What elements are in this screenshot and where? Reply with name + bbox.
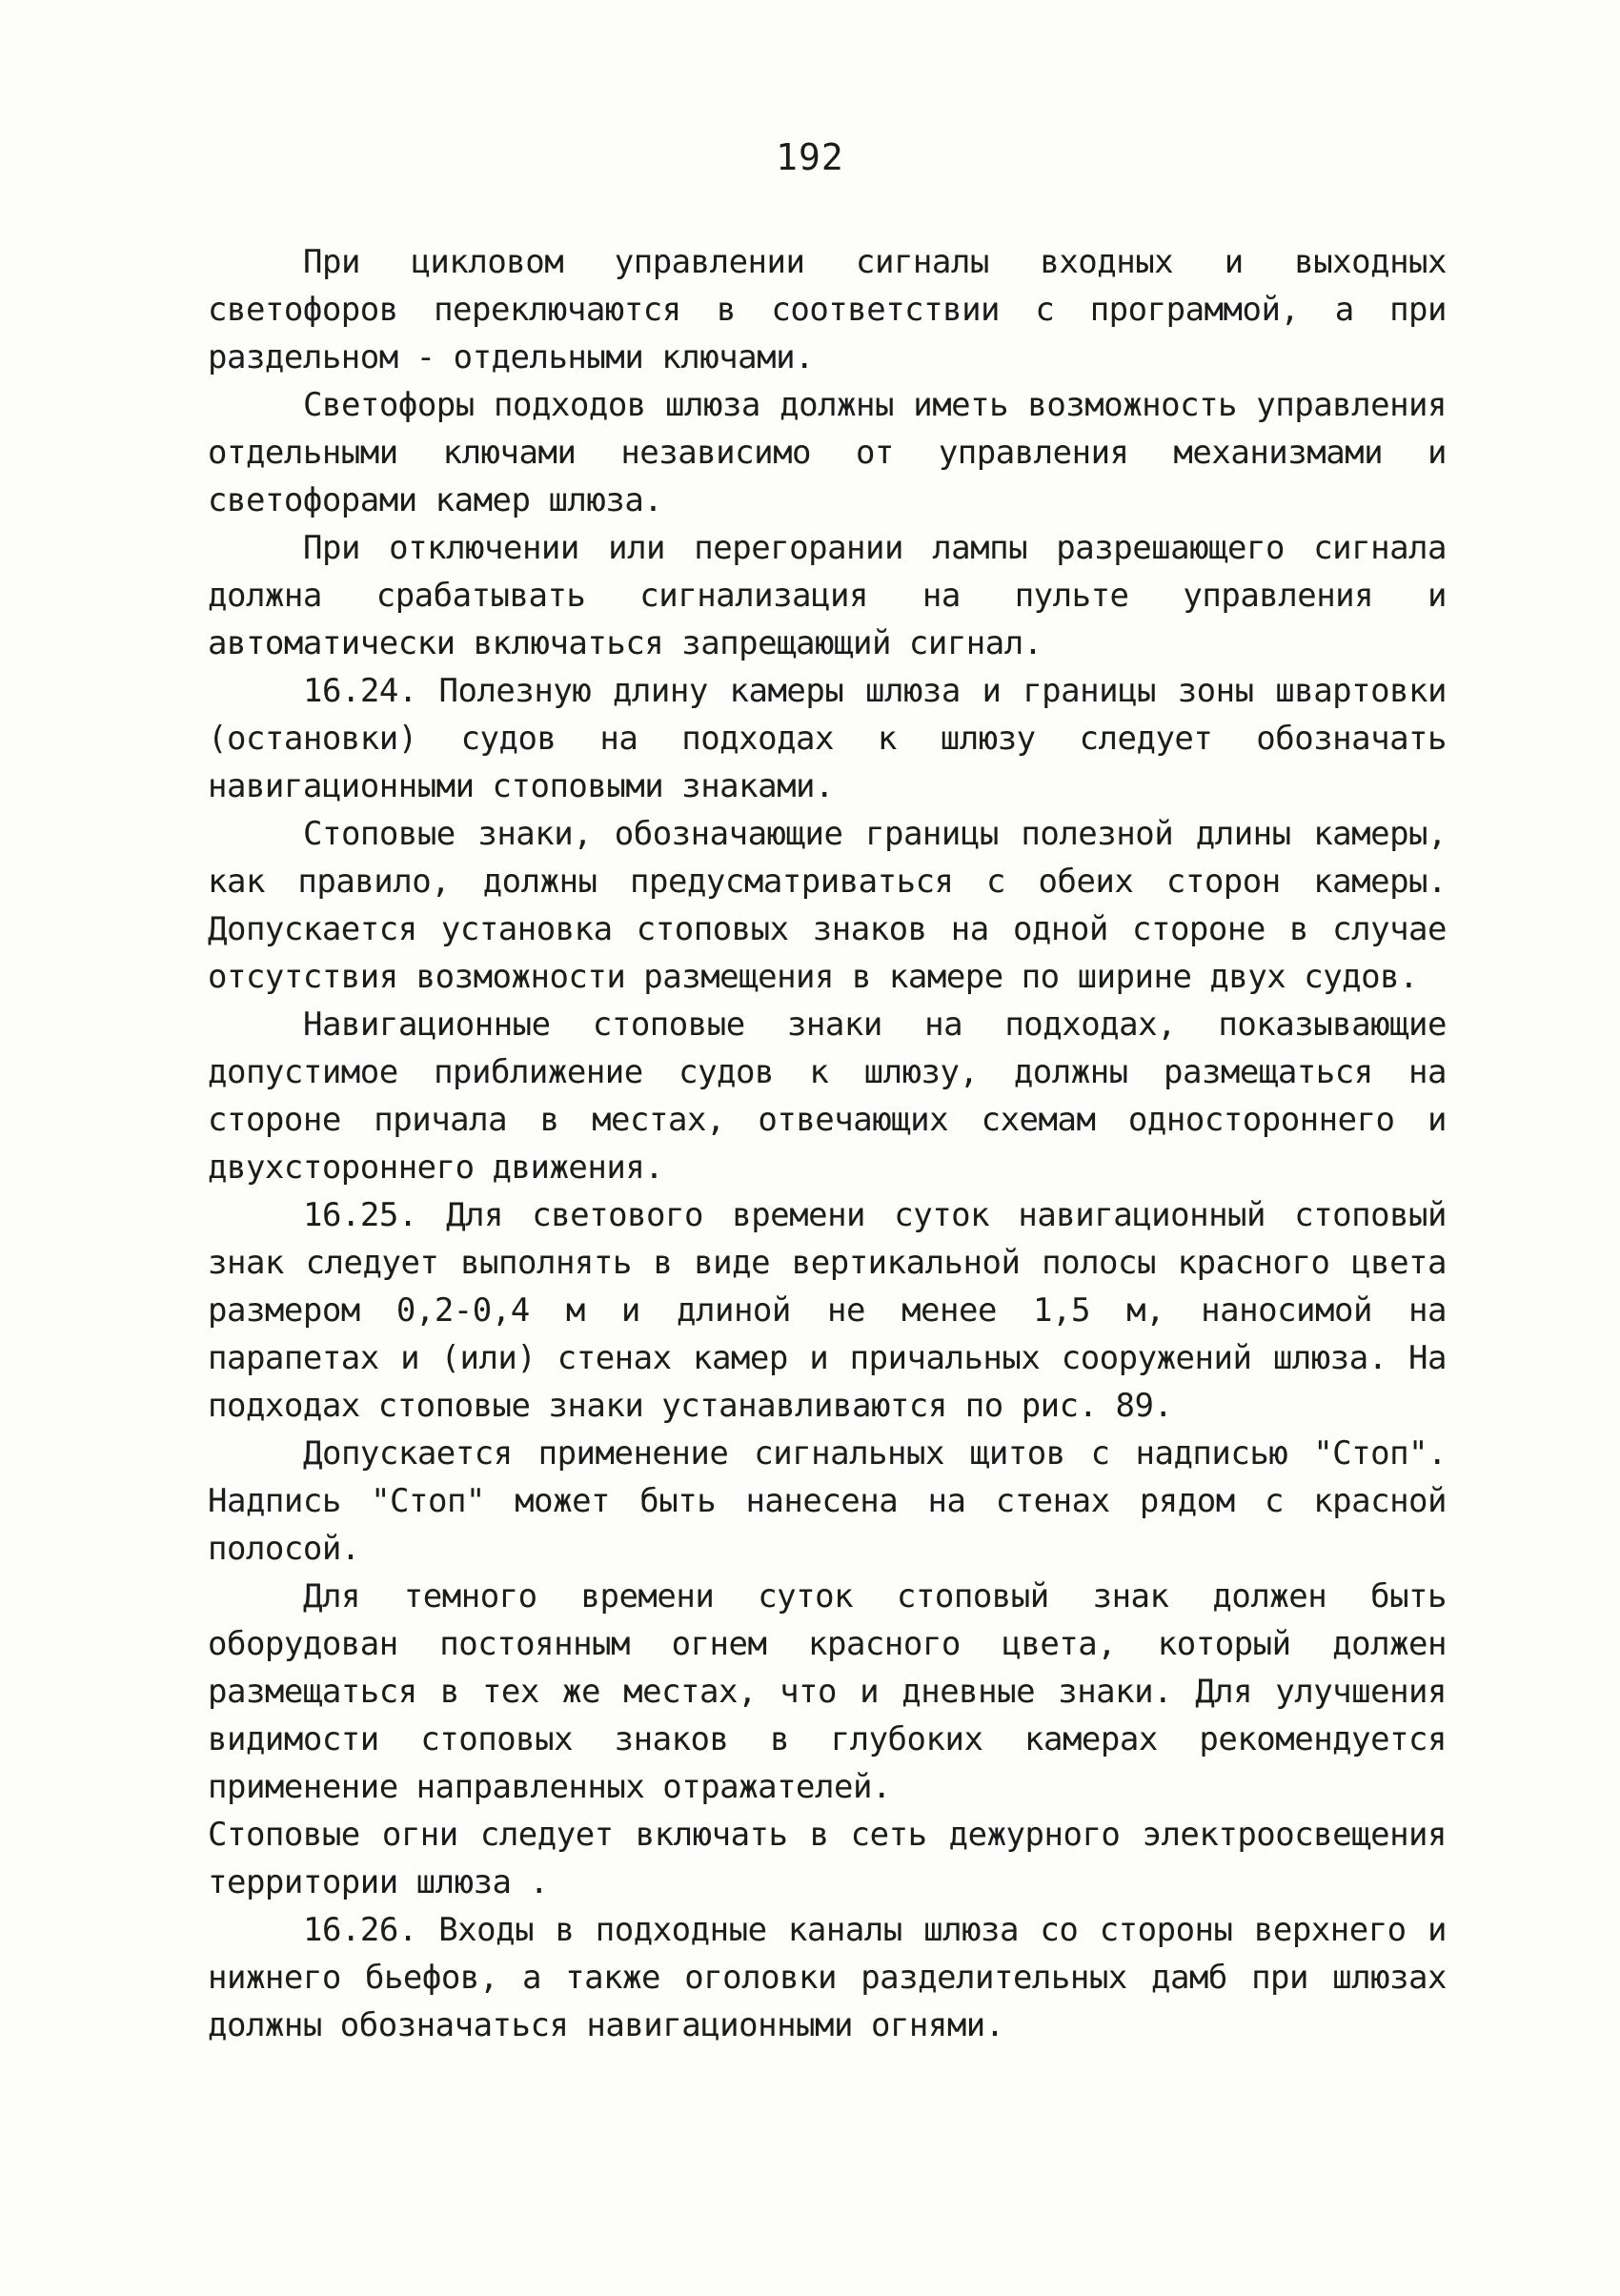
paragraph-stop-signs-chamber: Стоповые знаки, обозначающие границы полезной длины камеры, как правило, должны предусматриваться с обеих сторон камеры. Допускается установка стоповых знаков на одной стороне в случае отсутствия возможности размещения в камере по ширине двух судов. [208, 815, 1447, 996]
paragraph-16-26: 16.26. Входы в подходные каналы шлюза со стороны верхнего и нижнего бьефов, а также оголовки разделительных дамб при шлюзах должны обозначаться навигационными огнями. [208, 1911, 1447, 2044]
paragraph-stop-signs-approach: Навигационные стоповые знаки на подходах, показывающие допустимое приближение судов к шлюзу, должны размещаться на стороне причала в местах, отвечающих схемам одностороннего и двухстороннего движения. [208, 1006, 1447, 1187]
paragraph-stop-shields: Допускается применение сигнальных щитов с надписью "Стоп". Надпись "Стоп" может быть нанесена на стенах рядом с красной полосой. [208, 1434, 1447, 1568]
body-text [208, 238, 1447, 2049]
paragraph-cycle-control: При цикловом управлении сигналы входных и выходных светофоров переключаются в соответствии с программой, а при раздельном - отдельными ключами. [208, 243, 1447, 376]
paragraph-stop-lights-power: Стоповые огни следует включать в сеть дежурного электроосвещения территории шлюза . [208, 1816, 1447, 1901]
paragraph-16-24: 16.24. Полезную длину камеры шлюза и границы зоны швартовки (остановки) судов на подходах к шлюзу следует обозначать навигационными стоповыми знаками. [208, 672, 1447, 805]
paragraph-night-stop-sign: Для темного времени суток стоповый знак должен быть оборудован постоянным огнем красного цвета, который должен размещаться в тех же местах, что и дневные знаки. Для улучшения видимости стоповых знаков в глубоких камерах рекомендуется применение направленных отражателей. [208, 1577, 1447, 1806]
paragraph-approach-signals: Светофоры подходов шлюза должны иметь возможность управления отдельными ключами независимо от управления механизмами и светофорами камер шлюза. [208, 386, 1447, 519]
page-number: 192 [776, 136, 844, 178]
paragraph-lamp-failure: При отключении или перегорании лампы разрешающего сигнала должна срабатывать сигнализация на пульте управления и автоматически включаться запрещающий сигнал. [208, 529, 1447, 662]
paragraph-16-25: 16.25. Для светового времени суток навигационный стоповый знак следует выполнять в виде вертикальной полосы красного цвета размером 0,2-0,4 м и длиной не менее 1,5 м, наносимой на парапетах и (или) стенах камер и причальных сооружений шлюза. На подходах стоповые знаки устанавливаются по рис. 89. [208, 1196, 1447, 1425]
